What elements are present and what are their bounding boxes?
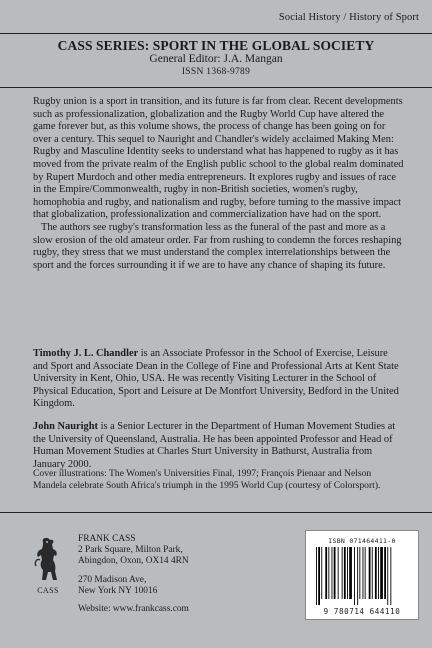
barcode-digits: 9 780714 644110 bbox=[323, 607, 401, 616]
address-us-line-2: New York NY 10016 bbox=[78, 585, 158, 596]
barcode-bar bbox=[384, 547, 386, 599]
address-uk-line-2: Abingdon, Oxon, OX14 4RN bbox=[78, 556, 189, 567]
barcode-bar bbox=[347, 547, 348, 599]
author-bio-nauright bbox=[33, 421, 405, 471]
barcode-bar bbox=[354, 547, 355, 605]
series-issn: ISSN 1368-9789 bbox=[181, 67, 251, 77]
blurb bbox=[33, 96, 405, 272]
barcode-bar bbox=[363, 547, 364, 599]
barcode-bar bbox=[365, 547, 366, 599]
barcode-bar bbox=[338, 547, 339, 599]
author-name: Timothy J. L. Chandler bbox=[33, 348, 139, 359]
author-bio-chandler bbox=[33, 348, 405, 411]
barcode-bar bbox=[328, 547, 329, 599]
blurb-paragraph-1: Rugby union is a sport in transition, and its future is far from clear. Recent developments such as professionalization, globalization and the Rugby World Cup have altered the game forever but, as this volume shows, the process of change has been going on for over a century. This sequel to Nauright and Chandler's widely acclaimed Making Men: Rugby and Masculine Identity seeks to understand what has happened to rugby as it has moved from the private realm of the English public school to the global realm dominated by Rupert Murdoch and other media entrepreneurs. It explores rugby and issues of race in the Empire/Commonwealth, rugby in non-British societies, women's rugby, homophobia and rugby, and nationalism and rugby, before turning to the massive impact that globalization, professionalization and commercialization have had on the sport. bbox=[33, 96, 404, 221]
barcode-bar bbox=[321, 547, 322, 599]
barcode-bars bbox=[314, 547, 410, 605]
barcode-bar bbox=[359, 547, 360, 599]
top-rule bbox=[0, 33, 432, 34]
publisher-name: FRANK CASS bbox=[78, 534, 136, 544]
address-gap bbox=[78, 568, 189, 575]
logo-label: CASS bbox=[37, 586, 59, 595]
series-editor: General Editor: J.A. Mangan bbox=[149, 53, 283, 65]
barcode-bar bbox=[334, 547, 336, 599]
publisher-website: Website: www.frankcass.com bbox=[78, 604, 189, 615]
author-bio-text: is a Senior Lecturer in the Department of Human Movement Studies at the University of Queensland, Australia. He has been appointed Professor and Head of Human Movement Studies at Charles Sturt University in Bathurst, Australia from January 2000. bbox=[33, 420, 396, 470]
barcode-bar bbox=[375, 547, 377, 599]
barcode-bar bbox=[372, 547, 373, 599]
blurb-paragraph-2: The authors see rugby's transformation less as the funeral of the past and more as a slow erosion of the old amateur order. Far from rushing to condemn the forces reshaping rugby, they stress that we must understand the complex interrelationships between the sport and the forces surrounding it if we are to have any chance of shaping its future. bbox=[33, 221, 402, 271]
category-label: Social History / History of Sport bbox=[278, 12, 419, 23]
series-block bbox=[0, 38, 432, 79]
isbn-label: ISBN 071464411-0 bbox=[328, 537, 396, 545]
barcode-box bbox=[305, 530, 419, 620]
author-name: John Nauright bbox=[33, 420, 98, 432]
lion-figure-icon bbox=[31, 536, 65, 584]
barcode-bar bbox=[342, 547, 343, 599]
barcode-bar bbox=[318, 547, 320, 605]
series-title: CASS SERIES: SPORT IN THE GLOBAL SOCIETY bbox=[57, 38, 375, 53]
author-bio-text: is an Associate Professor in the School of Exercise, Leisure and Sport and Associate Dean in the College of Fine and Professional Arts at Kent State University in Kent, Ohio, USA. He was recently Visiting Lecturer in the School of Physical Education, Sport and Leisure at De Montfort University, Bedford in the United Kingdom. bbox=[33, 348, 399, 410]
barcode-bar bbox=[349, 547, 352, 599]
barcode-bar bbox=[380, 547, 383, 599]
barcode-bar bbox=[387, 547, 388, 605]
barcode-bar bbox=[344, 547, 346, 599]
author-bios bbox=[33, 348, 405, 481]
footer-rule bbox=[0, 512, 432, 513]
address-us-line-1: 270 Madison Ave, bbox=[78, 574, 147, 585]
barcode-bar bbox=[390, 547, 391, 605]
barcode-bar bbox=[369, 547, 371, 599]
barcode-bar bbox=[357, 547, 358, 605]
barcode-bar bbox=[325, 547, 327, 599]
series-rule bbox=[0, 87, 432, 88]
address-uk-line-1: 2 Park Square, Milton Park, bbox=[78, 545, 183, 556]
barcode-bar bbox=[316, 547, 317, 605]
publisher-info bbox=[78, 534, 189, 615]
publisher-logo bbox=[28, 536, 68, 606]
barcode-bar bbox=[332, 547, 333, 599]
cover-credit: Cover illustrations: The Women's Universities Final, 1997; François Pienaar and Nelson Mandela celebrate South Africa's triumph in the 1995 World Cup (courtesy of Colorsport). bbox=[33, 468, 381, 492]
barcode-bar bbox=[378, 547, 379, 599]
